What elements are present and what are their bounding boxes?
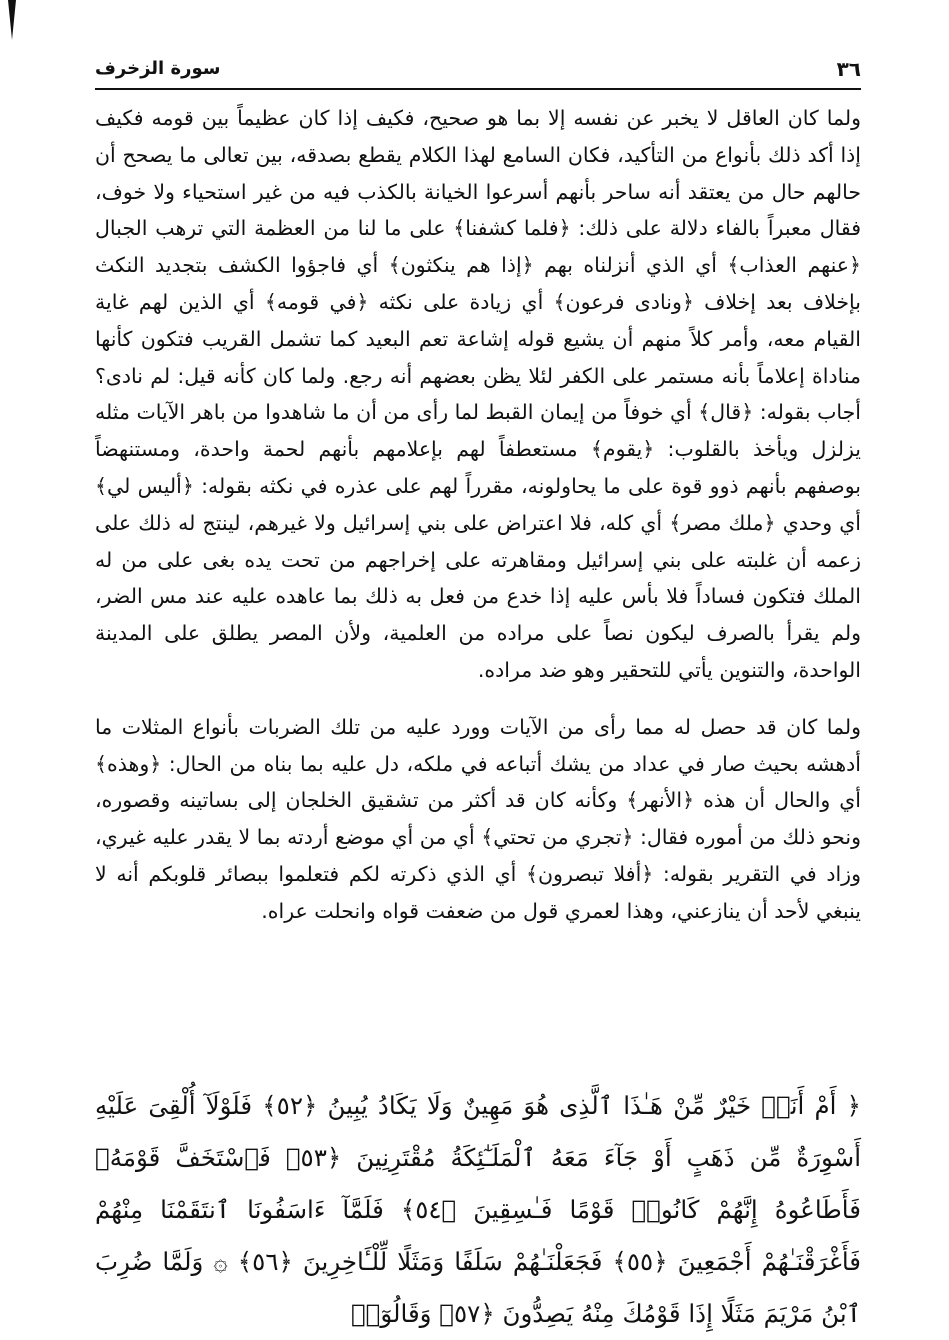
commentary-paragraph-1: ولما كان العاقل لا يخبر عن نفسه إلا بما هو صحيح، فكيف إذا كان عظيماً بين قومه فكيف إذا أكد ذلك بأنواع من التأكيد، فكان السامع لهذا الكلام يقطع بصدقه، بين تعالى ما يصحح أن حالهم حال من يعتقد أنه ساحر بأنهم أسرعوا الخيانة بالكذب فيه من غير استحياء ولا خوف، فقال معبراً بالفاء دلالة على ذلك: ﴿فلما كشفنا﴾ على ما لنا من العظمة التي ترهب الجبال ﴿عنهم العذاب﴾ أي الذي أنزلناه بهم ﴿إذا هم ينكثون﴾ أي فاجؤوا الكشف بتجديد النكث بإخلاف بعد إخلاف ﴿ونادى فرعون﴾ أي زيادة على نكثه ﴿في قومه﴾ أي الذين لهم غاية القيام معه، وأمر كلاً منهم أن يشيع قوله إشاعة تعم البعيد كما تشمل القريب فتكون كأنها مناداة إعلاماً بأنه مستمر على الكفر لئلا يظن بعضهم أنه رجع. ولما كان كأنه قيل: لم نادى؟ أجاب بقوله: ﴿قال﴾ أي خوفاً من إيمان القبط لما رأى من أن ما شاهدوا من باهر الآيات مثله يزلزل ويأخذ بالقلوب: ﴿يقوم﴾ مستعطفاً لهم بإعلامهم بأنهم لحمة واحدة، ومستنهضاً بوصفهم بأنهم ذوو قوة على ما يحاولونه، مقرراً لهم على عذره في نكثه بقوله: ﴿أليس لي﴾ أي وحدي ﴿ملك مصر﴾ أي كله، فلا اعتراض على بني إسرائيل ولا غيرهم، لينتج له ذلك على زعمه أن غلبته على بني إسرائيل ومقاهرته على إخراجهم من تحت يده بغى على من له الملك فتكون فساداً فلا بأس عليه إذا خدع من فعل به ذلك بما عاهده عليه عند مس الضر، ولم يقرأ بالصرف ليكون نصاً على مراده من العلمية، ولأن المصر يطلق على المدينة الواحدة، والتنوين يأتي للتحقير وهو ضد مراده.	[95, 106, 861, 682]
page-corner-mark	[8, 0, 16, 40]
surah-title: سورة الزخرف	[95, 58, 221, 79]
commentary-body	[95, 100, 861, 930]
page-number: ٣٦	[836, 57, 861, 81]
commentary-paragraph-2: ولما كان قد حصل له مما رأى من الآيات وورد عليه من تلك الضربات بأنواع المثلات ما أدهشه بحيث صار في عداد من يشك أتباعه في ملكه، دل عليه بما بناه من الحال: ﴿وهذه﴾ أي والحال أن هذه ﴿الأنهر﴾ وكأنه كان قد أكثر من تشقيق الخلجان إلى بساتينه وقصوره، ونحو ذلك من أموره فقال: ﴿تجري من تحتي﴾ أي من أي موضع أردته بما لا يقدر عليه غيري، وزاد في التقرير بقوله: ﴿أفلا تبصرون﴾ أي الذي ذكرته لكم فتعلموا ببصائر قلوبكم أنه لا ينبغي لأحد أن ينازعني، وهذا لعمري قول من ضعفت قواه وانحلت عراه.	[95, 714, 861, 923]
page-header	[95, 54, 861, 90]
quran-verses-block: ﴿ أَمْ أَنَا۠ خَيْرٌ مِّنْ هَـٰذَا ٱلَّذِى هُوَ مَهِينٌ وَلَا يَكَادُ يُبِينُ ﴿٥٢﴾ فَلَوْلَآ أُلْقِىَ عَلَيْهِ أَسْوِرَةٌ مِّن ذَهَبٍ أَوْ جَآءَ مَعَهُ ٱلْمَلَـٰٓئِكَةُ مُقْتَرِنِينَ ﴿٥٣﴾ فَٱسْتَخَفَّ قَوْمَهُۥ فَأَطَاعُوهُ إِنَّهُمْ كَانُوا۟ قَوْمًا فَـٰسِقِينَ ﴿٥٤﴾ فَلَمَّآ ءَاسَفُونَا ٱنتَقَمْنَا مِنْهُمْ فَأَغْرَقْنَـٰهُمْ أَجْمَعِينَ ﴿٥٥﴾ فَجَعَلْنَـٰهُمْ سَلَفًا وَمَثَلًا لِّلْـَٔاخِرِينَ ﴿٥٦﴾ ۞ وَلَمَّا ضُرِبَ ٱبْنُ مَرْيَمَ مَثَلًا إِذَا قَوْمُكَ مِنْهُ يَصِدُّونَ ﴿٥٧﴾ وَقَالُوٓا۟	[95, 1091, 861, 1328]
